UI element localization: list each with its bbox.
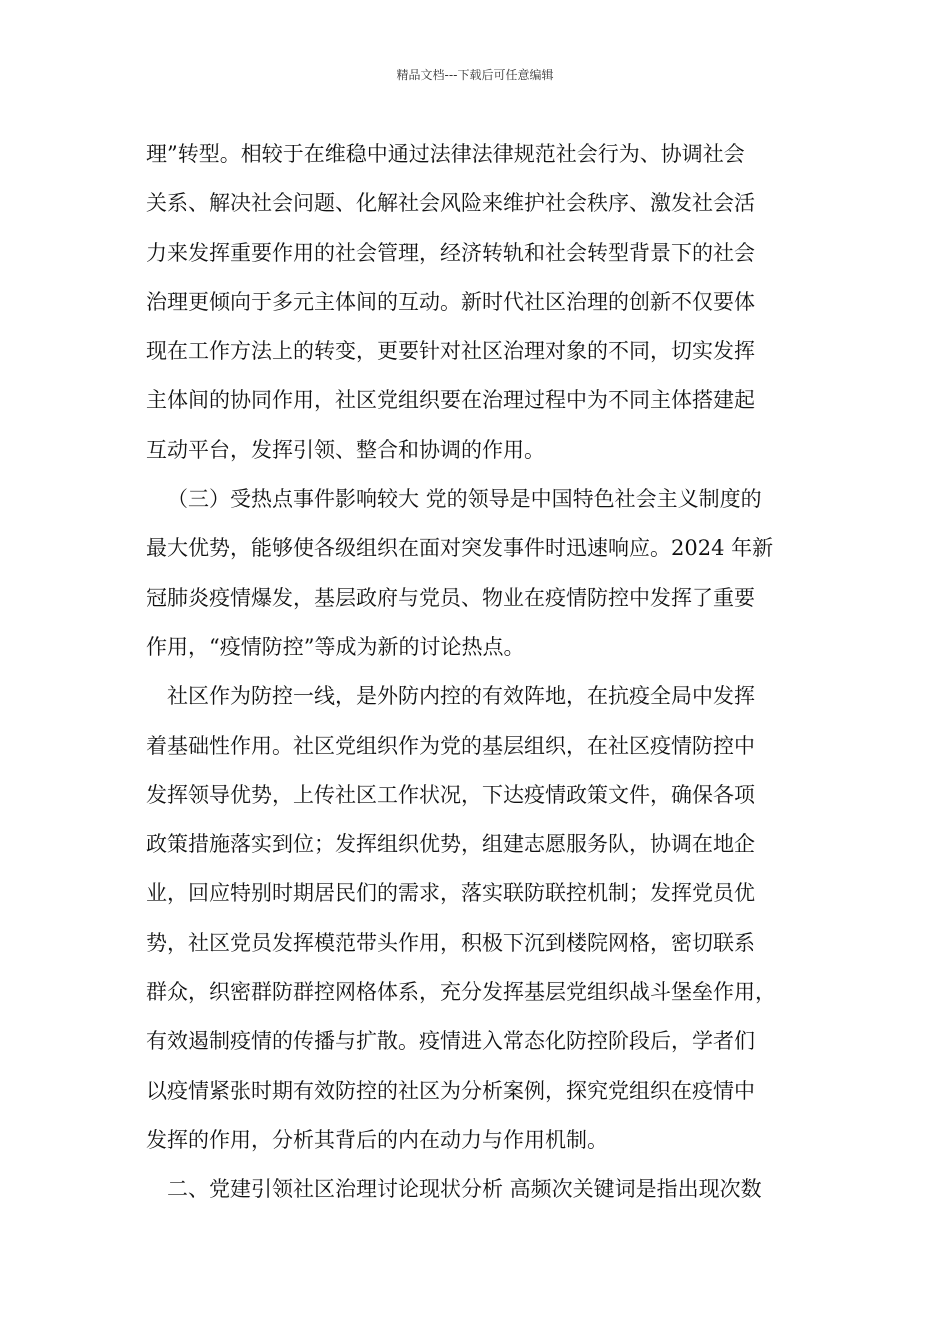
- text-line: 主体间的协同作用，社区党组织要在治理过程中为不同主体搭建起: [146, 388, 755, 413]
- text-line: 治理更倾向于多元主体间的互动。新时代社区治理的创新不仅要体: [146, 289, 755, 314]
- paragraph: [146, 130, 814, 475]
- text-line: 理”转型。相较于在维稳中通过法律法律规范社会行为、协调社会: [146, 142, 745, 166]
- text-line: 力来发挥重要作用的社会管理，经济转轨和社会转型背景下的社会: [146, 240, 755, 265]
- text-line: 互动平台，发挥引领、整合和协调的作用。: [146, 437, 545, 462]
- text-line: 势，社区党员发挥模范带头作用，积极下沉到楼院网格，密切联系: [146, 930, 755, 955]
- page-header: 精品文档---下载后可任意编辑: [396, 68, 554, 82]
- text-line: 作用，“疫情防控”等成为新的讨论热点。: [146, 634, 525, 659]
- text-line: 现在工作方法上的转变，更要针对社区治理对象的不同，切实发挥: [146, 339, 755, 364]
- text-line: 关系、解决社会问题、化解社会风险来维护社会秩序、激发社会活: [146, 191, 755, 216]
- paragraph: [146, 475, 814, 672]
- text-line: 政策措施落实到位；发挥组织优势，组建志愿服务队，协调在地企: [146, 832, 755, 857]
- text-line: 业，回应特别时期居民们的需求，落实联防联控机制；发挥党员优: [146, 881, 755, 906]
- text-line: 着基础性作用。社区党组织作为党的基层组织，在社区疫情防控中: [146, 733, 755, 758]
- text-line: 最大优势，能够使各级组织在面对突发事件时迅速响应。2024 年新: [146, 536, 774, 561]
- paragraph: [146, 672, 814, 1165]
- text-line: 社区作为防控一线，是外防内控的有效阵地，在抗疫全局中发挥: [167, 684, 755, 709]
- paragraph: [146, 1165, 814, 1214]
- text-line: 群众，织密群防群控网格体系，充分发挥基层党组织战斗堡垒作用，: [146, 980, 776, 1005]
- text-line: 发挥的作用，分析其背后的内在动力与作用机制。: [146, 1127, 608, 1152]
- text-line: 二、党建引领社区治理讨论现状分析 高频次关键词是指出现次数: [167, 1177, 762, 1202]
- text-line: 发挥领导优势，上传社区工作状况，下达疫情政策文件，确保各项: [146, 782, 755, 807]
- text-line: 以疫情紧张时期有效防控的社区为分析案例，探究党组织在疫情中: [146, 1078, 755, 1103]
- text-line: 冠肺炎疫情爆发，基层政府与党员、物业在疫情防控中发挥了重要: [146, 585, 755, 610]
- document-body: [146, 130, 814, 1215]
- text-line: （三）受热点事件影响较大 党的领导是中国特色社会主义制度的: [167, 487, 762, 512]
- text-line: 有效遏制疫情的传播与扩散。疫情进入常态化防控阶段后，学者们: [146, 1029, 755, 1054]
